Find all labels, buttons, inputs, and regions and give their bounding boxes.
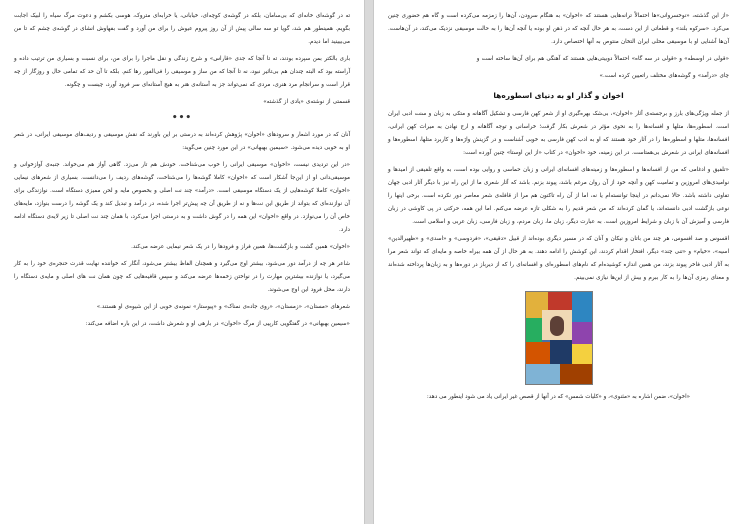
paragraph: چای «درآمد» و گوشه‌های مختلف راتعیین کرده است.» [599,73,729,79]
paragraph: شعرهای «مستان»، «زمستان»، «روی جاده‌ی نمناک» و «پیوستار» نمونه‌ی خوبی از این شیوه‌ی او هستند.» [96,304,350,310]
paragraph: «از این گذشته، «نوخسروانی»ها احتمالاً ترانه‌هایی هستند که «اخوان» به هنگام سرودن، آن‌ها را زمزمه می‌کرده است و گاه هم حضوری چنین می‌کرد. «سرکوه بلند» و قطعاتی از این دست، به هر حال آنچه که در ذهن او بوده یا آنچه آن‌ها را به حالت موسیقی نزدیک می‌کند، در آن‌هاست. آن‌ها آشنایی او با موسیقی محلی ایران التخان منتوص به آنها اختصاص دارد. [388,13,729,45]
paragraph: «قولی در اوسطه» و «قولی در سه گاه» احتمالاً دوبیتی‌هایی هستند که آهنگی هم برای آن‌ها ساخته است و [476,56,729,62]
image-caption: «اخوان»، ضمن اشاره به «مثنوی»، و «کلیات شمس» که در آنها از قصص غیر ایرانی یاد می‌ شود اینطور می‌ دهد: [426,394,691,400]
paragraph: ته در گوشه‌ای خانه‌ای که بی‌سامان، بلکه در گوشه‌ی کوچه‌ای، خیابانی، یا خرابه‌ای متروک، هوسی بکشم و دعوت مرگ سیاه را لبیک اجابت بگویم. همینطور هم شد، گویا تو سه سالی پیش از آن روز پیروم عیوش را برای من آورد و گفت بفهاوش انشای در گوشه‌ی چشم که تا من می‌بیینید اما دیدم. [14,13,350,45]
paragraph: اقسوس و صد افسوس، هر چند من باتان و نیکان و آنان که در مسیر دیگری بوده‌اند از قبیل «دقیقی»، «فردوسی» و «اسدی» و «ظهیرالدین» اسیه»، «خیام» و «تنی چند» دیگر، افتخار اقدام کردند، این کوشش را ادامه دهند. به هر حال از آن همه بیراه خاصه و مایه‌ای که تواند شعر مرا به آثار ادبی فاخر پیوند بزند، من همین اندازه کوشیده‌ام که نام‌های اسطوره‌ای و افسانه‌ای را که از دیرباز در دوره‌ها و به زبان‌ها پرداخته شده‌اند و معنای رمزی آن‌ها را به کار ببرم و بیش از این‌ها نیازی نمی‌بینم. [388,236,729,281]
collage-artwork-image [525,291,593,385]
paragraph: از جمله ویژگی‌های بارز و برجسته‌ی آثار «اخوان»، بی‌شک بهره‌گیری او از شعر کهن فارسی و تشکیل آگاهانه و متکی به زبان و سنت ادبی ایران است. اسطوره‌ها، متلها و افسانه‌ها را به نحوی مؤثر در شعرش بکار گرفت؛ خراسانی و توجه آگاهانه و ارج نهادن به میراث کهن ایرانی، افسانه‌ها، متلها و اسطوره‌ها را در آثار خود هستند که او به ادب کهن فارسی به خوبی آشناست و در گزینش واژه‌ها و کاربرد متلها، اسطوره‌ها و افسانه‌های ایرانی در شعرش بی‌همتاست. در این زمینه، خود «اخوان» در کتاب «از این اوستا» چنین آورده است: [388,111,729,156]
paragraph: «اخوان» همین گشت و بازگشت‌ها، همین فراز و فرودها را در یک شعر نیمایی عرضه می‌کند. [131,244,350,250]
paragraph: شاعر هر چه از درآمد دور می‌شود، بیشتر اوج می‌گیرد و همچنان الفاظ بیشتر می‌شود، آنگار که خواننده نهایت قدرت حنجره‌ی خود را به کار می‌گیرد، یا نوازنده بیشترین مهارت را در نواختن زخمه‌ها عرضه می‌کند و سپس قافیه‌هایی که چون همان نت های اصلی و مایه‌ی دستگاه را دارند، محل فرود این اوج می‌شوند. [14,261,350,293]
paragraph: باری بالکتر بمن سپرده بودند، ته تا آنجا که جدی «قاراس» و شرح زندگی و نقل ماجرا را برای من، برای نسبت و بسیاری من ترتیب داده و آراسته بود که البته چندان هم بی‌تاثیر نبود، نه تا آنجا که من ساز و موسیقی را فی‌الفور رها کنم. بلکه تا آن حد که تمامی حال و روزگار از چه قرار است و سرانجام مرد هنری، مردی که نمی‌تواند جز به آستانه‌ی هنر به هیچ آستانه‌ای سر فرود آورد، چیست و چگونه. [14,56,350,88]
left-page [0,0,365,524]
paragraph: «در این تردیدی نیست، «اخوان» موسیقی ایرانی را خوب می‌شناخت. خودش هم تار می‌زد. گاهی آواز هم می‌خواند. جنبه‌ی آوازخوانی و موسیقی‌دانی او از این‌جا آشکار است که «اخوان» کاملا گوشه‌ها را می‌شناخت، گوشه‌های ردیف را می‌دانست. بسیاری از شعرهای نیمایی «اخوان» کاملا کوشه‌هایی از یک دستگاه موسیقی است. «درآمد» چند نت اصلی و بخصوص مایه و لحن ممیزی دستگاه است. نوازندگی برای آن نوازنده‌ای که بتواند از طریق این نت‌ها و نه از طریق آن چه پیش‌تر اجرا شده، در درآمد و تبدیل کند و یک گوشه را درست بنوازد، مایه‌های خاص آن را می‌نوازد. در واقع «اخوان» این همه را در گوش داشت و به درستی اجرا می‌کرد، با همان چند نت اصلی تا زیر لایه‌ی دستگاه ادامه دارد. [14,162,350,233]
paragraph: آنان که در مورد اشعار و سرودهای «اخوان» پژوهش کرده‌اند به درستی بر این باورند که نقش موسیقی و ردیف‌های موسیقی ایرانی، در شعر او به خوبی دیده می‌شود. «سیمین بهبهانی» در این مورد چنین می‌گوید: [14,132,350,151]
paragraph: قسمتی از نوشته‌ی «یادی از گذشته» [263,99,350,105]
section-heading: اخوان و گذار او به دنیای اسطوره‌ها [493,91,624,100]
paragraph: «تلفیق و ادغامی که من از افسانه‌ها و اسطوره‌ها و زمینه‌های افسانه‌ای ایرانی و زبان حماسی و روایی بوده است، به واقع تلفیقی از امید‌ها و نوامیدی‌های امروزین و تمامیت کهن و آنچه خود از آن روان مرغم باشد، پیوند بزنم. باشد که آثار شعری ما از این راه نیز با دیگر آثار ادبی جهان تفاوتی داشته باشد. حالا نمی‌دانم در اینجا توانسته‌ام یا نه، اما از آن راه تاکنون هم مرا از قافله‌ی شعر معاصر دور نکرده است. برخی اینها را نوعی بازگشت ادبی دانسته‌اند، یا گمان کرده‌اند که من شعر قدیم را به شکلی تازه عرضه می‌کنم. اما این همه، حرکتی در پی کاوشی در زبان فارسی و آمیزش آن با زبان و شرایط امروزین است. به عبارت دیگر، زبان ما، زبان مردم، و زبان فارسی، زبان عربی و اسلامی است. [388,167,729,225]
paragraph: «سیمین بهبهانی» در گفتگویی کارپیی از مرگ «اخوان» در بارهی او و شعرش داشت، در این باره اضافه می‌کند: [85,321,350,327]
section-separator: ••• [171,113,193,123]
right-page [373,0,743,524]
